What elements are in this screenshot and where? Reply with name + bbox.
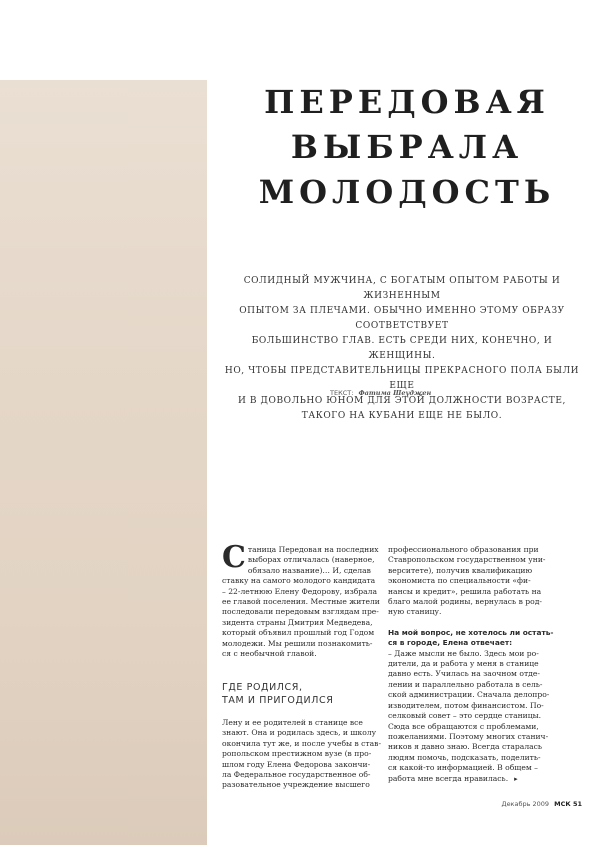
byline-author: Фатима Шеуджен	[358, 389, 432, 397]
body-line: молодежи. Мы решили познакомить-	[222, 638, 373, 648]
body-line: – Даже мысли не было. Здесь мои ро-	[388, 648, 539, 658]
subheading-line: ТАМ И ПРИГОДИЛСЯ	[222, 695, 334, 706]
byline	[330, 389, 530, 397]
portrait-photo	[0, 80, 207, 845]
body-line: селковый совет – это сердце станицы.	[388, 711, 542, 721]
body-line: зидента страны Дмитрия Медведева,	[222, 617, 373, 627]
body-line-last	[388, 774, 548, 784]
body-line: ся какой-то информацией. В общем –	[388, 763, 538, 773]
lead-line: ТАКОГО НА КУБАНИ ЕЩЕ НЕ БЫЛО.	[301, 411, 503, 421]
lead-line: БОЛЬШИНСТВО ГЛАВ. ЕСТЬ СРЕДИ НИХ, КОНЕЧНО, И ЖЕНЩИНЫ.	[251, 336, 553, 361]
body-line: окончила тут же, и после учебы в став-	[222, 738, 382, 748]
body-line: давно есть. Училась на заочном отде-	[388, 669, 540, 679]
body-line: знают. Она и родилась здесь, и школу	[222, 728, 377, 738]
body-line: Сюда все обращаются с проблемами,	[388, 721, 539, 731]
body-line: дители, да и работа у меня в станице	[388, 659, 539, 669]
body-line: благо малой родины, вернулась в род-	[388, 597, 542, 607]
body-line: профессионального образования при	[388, 545, 539, 554]
subheading-line: ГДЕ РОДИЛСЯ,	[222, 682, 303, 693]
paragraph-gap	[388, 618, 548, 628]
body-line: нансы и кредит», решила работать на	[388, 586, 542, 596]
interview-question: ся в городе, Елена отвечает:	[388, 638, 513, 648]
body-line-text: работа мне всегда нравилась.	[388, 773, 509, 783]
body-column-1-continued	[222, 718, 382, 791]
article-lead	[222, 274, 582, 424]
body-line: ской администрации. Сначала делопро-	[388, 690, 550, 700]
body-line: лении и параллельно работала в сель-	[388, 679, 543, 689]
body-line: ников я давно знаю. Всегда старалась	[388, 742, 543, 752]
article-title	[222, 80, 592, 215]
byline-label: ТЕКСТ:	[330, 389, 354, 397]
issue-date: Декабрь 2009	[501, 800, 550, 808]
body-line: обязало название)… И, сделав	[247, 565, 371, 575]
body-line: – 22-летнюю Елену Федорову, избрала	[222, 586, 378, 596]
body-line: ропольском престижном вузе (в про-	[222, 749, 372, 759]
body-line: изводителем, потом финансистом. По-	[388, 700, 544, 710]
body-line: ставку на самого молодого кандидата	[222, 576, 376, 586]
lead-line: ОПЫТОМ ЗА ПЛЕЧАМИ. ОБЫЧНО ИМЕННО ЭТОМУ ОБРАЗУ СООТВЕТСТВУЕТ	[239, 306, 565, 331]
title-line: МОЛОДОСТЬ	[258, 173, 556, 211]
body-line: Ставропольском государственном уни-	[388, 555, 546, 565]
body-line: ла Федеральное государственное об-	[222, 770, 371, 780]
title-line: ВЫБРАЛА	[290, 128, 524, 166]
drop-cap: С	[222, 540, 246, 575]
body-line: верситете), получив квалификацию	[388, 565, 533, 575]
body-line: людям помочь, подсказать, поделить-	[388, 752, 541, 762]
page-footer	[452, 800, 582, 808]
body-line: разовательное учреждение высшего	[222, 780, 370, 790]
lead-line: И В ДОВОЛЬНО ЮНОМ ДЛЯ ЭТОЙ ДОЛЖНОСТИ ВОЗРАСТЕ,	[237, 396, 567, 406]
title-line: ПЕРЕДОВАЯ	[264, 83, 550, 121]
body-line: ее главой поселения. Местные жители	[222, 597, 380, 607]
body-line: Лену и ее родителей в станице все	[222, 718, 363, 727]
magazine-page: МСК 51	[554, 800, 582, 808]
body-column-2	[388, 545, 554, 784]
body-line: ную станицу.	[388, 607, 442, 617]
body-line: пожеланиями. Поэтому многих станич-	[388, 731, 549, 741]
lead-line: НО, ЧТОБЫ ПРЕДСТАВИТЕЛЬНИЦЫ ПРЕКРАСНОГО ПОЛА БЫЛИ ЕЩЕ	[224, 366, 580, 391]
body-line: шлом году Елена Федорова закончи-	[222, 759, 371, 769]
body-line: таница Передовая на последних	[247, 545, 379, 554]
section-subheading	[222, 681, 382, 707]
continue-arrow-icon: ▸	[514, 774, 518, 783]
body-line: последовали передовым взглядам пре-	[222, 607, 379, 617]
body-line: выборах отличалась (наверное,	[247, 555, 375, 565]
body-line: который объявил прошлый год Годом	[222, 628, 375, 638]
interview-question: На мой вопрос, не хотелось ли остать-	[388, 627, 554, 637]
body-line: ся с необычной главой.	[222, 649, 317, 659]
lead-line: СОЛИДНЫЙ МУЖЧИНА, С БОГАТЫМ ОПЫТОМ РАБОТЫ И ЖИЗНЕННЫМ	[243, 276, 561, 301]
body-column-1	[222, 540, 380, 659]
body-line: экономиста по специальности «фи-	[388, 576, 531, 586]
